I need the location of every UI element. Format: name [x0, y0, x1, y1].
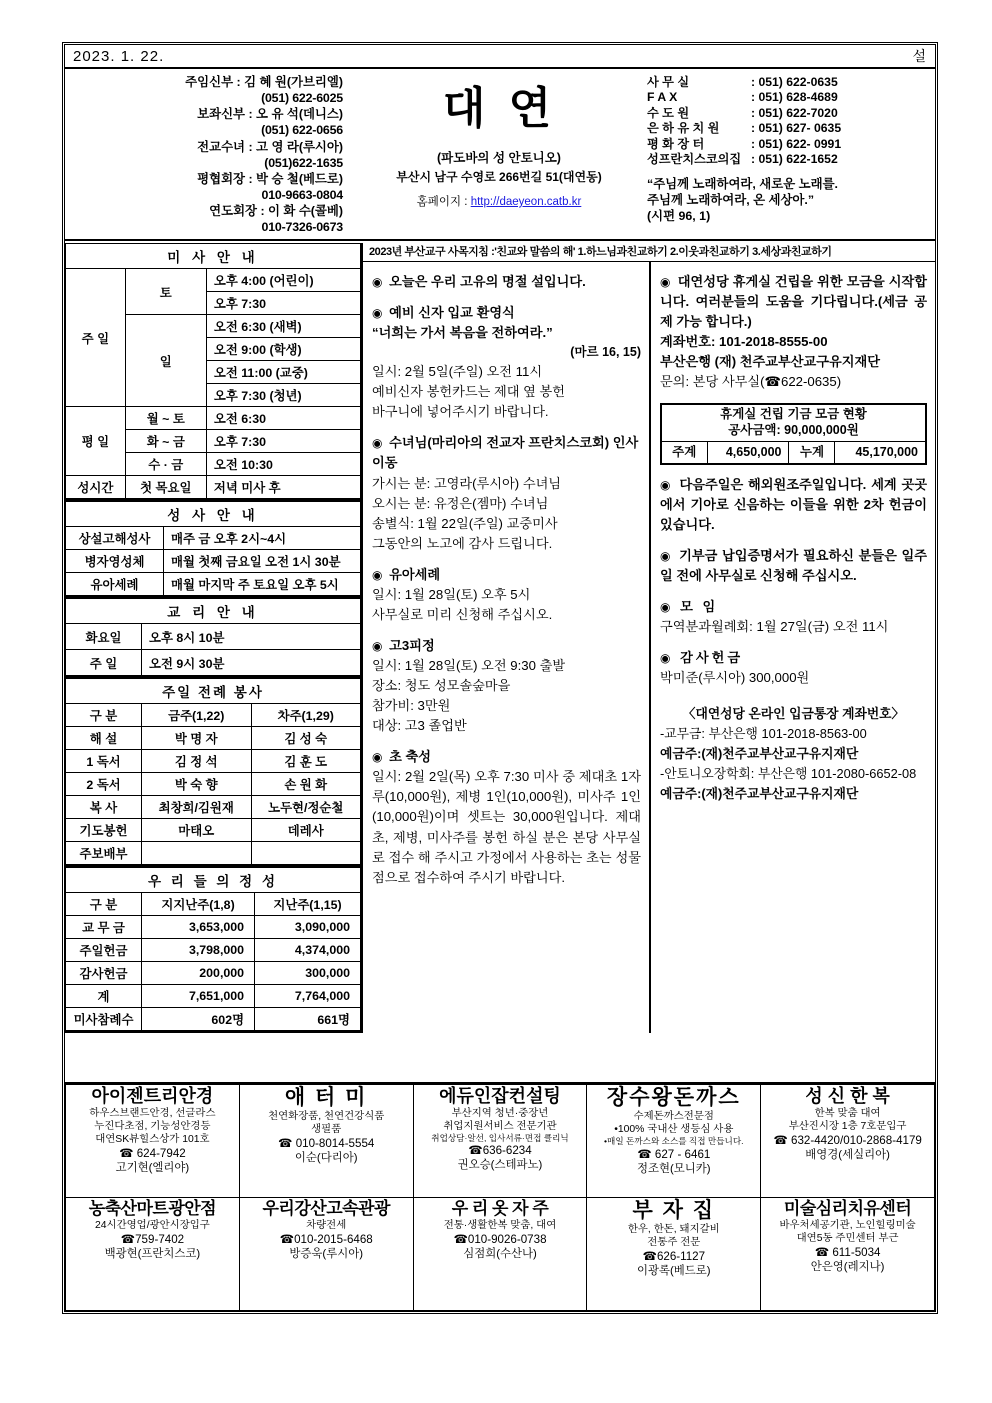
announcement-column-right [651, 262, 935, 1033]
mass-group: 주 일 [66, 269, 126, 407]
staff-name: 이 화 수(콜베) [268, 204, 343, 218]
bullet-icon: ◉ [660, 548, 672, 563]
parish-logo [355, 73, 643, 145]
parish-address: 부산시 남구 수영로 266번길 51(대연동) [396, 170, 602, 184]
ad-business-name: 아이젠트리안경 [91, 1086, 214, 1106]
fundraising-bank: 부산은행 (재) 천주교부산교구유지재단 [660, 354, 880, 370]
ad-cell[interactable] [413, 1198, 587, 1311]
ad-cell[interactable] [66, 1085, 240, 1198]
liturgy-role: 해 설 [66, 727, 142, 750]
ad-phone: ☎636-6234 [468, 1144, 532, 1158]
sacrament-value: 매월 첫째 금요일 오전 1시 30분 [164, 550, 361, 573]
offering-prev2: 3,653,000 [142, 916, 255, 939]
contact-label: 수 도 원 [647, 105, 690, 120]
announcement-title: ◉ 고3피정 [372, 637, 435, 653]
bullet-icon: ◉ [372, 275, 383, 289]
contact-list [643, 69, 935, 239]
staff-phone: (051) 622-6025 [261, 91, 343, 106]
bullet-icon: ◉ [660, 275, 671, 289]
contact-row [647, 106, 929, 121]
ad-contact-person: 심점희(수산나) [463, 1247, 537, 1260]
liturgy-next-week [251, 842, 361, 865]
ad-description: 부산진시장 1층 7호문입구 [788, 1120, 907, 1132]
staff-role: 보좌신부 : [197, 107, 257, 122]
contact-number: : 051) 622-0635 [751, 75, 838, 89]
offering-prev1: 661명 [255, 1008, 361, 1031]
staff-name: 김 혜 원(가브리엘) [244, 75, 343, 89]
mass-time: 저녁 미사 후 [206, 476, 360, 499]
mass-group: 성시간 [66, 476, 126, 499]
ad-phone: ☎ 632-4420/010-2868-4179 [773, 1133, 922, 1147]
online-account-holder: 예금주:(재)천주교부산교구유지재단 [660, 745, 859, 761]
announcement-title: ◉ 오늘은 우리 고유의 명절 설입니다. [372, 274, 586, 289]
announcement-title: ◉ 감사헌금 [660, 650, 744, 666]
staff-name: 오 유 석(데니스) [256, 107, 343, 122]
table-row [66, 269, 361, 292]
liturgy-role: 기도봉헌 [66, 819, 142, 842]
ad-business-name: 장수왕돈까스 [606, 1086, 741, 1109]
table-row [66, 650, 361, 676]
bullet-icon: ◉ [660, 599, 671, 614]
ad-business-name: 농축산마트광안점 [88, 1199, 217, 1218]
fundraising-paragraph: ◉ 대연성당 휴게실 건립을 위한 모금을 시작합니다. 여러분들의 도움을 기다립니다.(세금 공제 가능 합니다.) [660, 274, 927, 330]
announcement-title: ◉ 유아세례 [372, 566, 441, 582]
ad-cell[interactable] [66, 1198, 240, 1311]
ad-description-small: 취업상담·알선, 입사서류·면접 클리닉 [431, 1132, 569, 1143]
mass-time: 오전 6:30 (새벽) [206, 315, 360, 338]
staff-role: 평협회장 : [197, 171, 257, 186]
offering-header-cell: 구 분 [66, 893, 142, 916]
ad-contact-person: 안은영(레지나) [810, 1260, 885, 1273]
online-account-title: 〈대연성당 온라인 입금통장 계좌번호〉 [682, 706, 905, 722]
total-label: 누계 [789, 441, 835, 464]
table-row [66, 527, 361, 550]
offering-prev2: 602명 [142, 1008, 255, 1031]
liturgy-next-week: 데레사 [251, 819, 361, 842]
announcement-line: 사무실로 미리 신청해 주십시오. [372, 606, 553, 622]
contact-row [647, 90, 929, 105]
liturgy-next-week: 김 훈 도 [251, 750, 361, 773]
ad-description: 전통·생활한복 맞춤, 대여 [443, 1219, 557, 1231]
mass-day: 토 [125, 269, 206, 315]
verse-line: (시편 96, 1) [647, 209, 711, 224]
ad-description-small: •매일 돈까스와 소스를 직접 만듭니다. [604, 1136, 744, 1147]
contact-label: 평 화 장 터 [647, 136, 705, 151]
ad-phone: ☎ 611-5034 [814, 1245, 881, 1259]
table-row [66, 476, 361, 499]
ad-business-name: 미술심리치유센터 [783, 1199, 912, 1218]
announcement-line: 일시: 1월 28일(토) 오후 5시 [372, 586, 531, 602]
catechism-label: 주 일 [66, 650, 142, 676]
offering-section [65, 867, 361, 1033]
online-account-number: -안토니오장학회: 부산은행 101-2080-6652-08 [660, 765, 917, 781]
table-row [66, 773, 361, 796]
announcement-item [372, 565, 641, 625]
homepage-label: 홈페이지 : [416, 196, 468, 208]
mass-schedule-section [65, 243, 361, 501]
catechism-table-title: 교 리 안 내 [66, 599, 361, 624]
ad-contact-person: 권오승(스테파노) [457, 1159, 543, 1172]
ad-description: 전통주 전문 [647, 1237, 701, 1249]
liturgy-header-cell: 금주(1,22) [142, 704, 252, 727]
announcement-item [660, 648, 927, 688]
season-label: 설 [912, 48, 927, 64]
offering-header-cell: 지난주(1,15) [255, 893, 361, 916]
ad-cell[interactable] [239, 1198, 413, 1311]
liturgy-this-week: 김 정 석 [142, 750, 252, 773]
table-row [66, 550, 361, 573]
verse-line: 주님께 노래하여라, 온 세상아.” [647, 193, 815, 208]
liturgy-header-cell: 구 분 [66, 704, 142, 727]
ad-phone: ☎759-7402 [120, 1232, 185, 1246]
liturgy-role: 복 사 [66, 796, 142, 819]
announcement-quote: “너희는 가서 복음을 전하여라.” [372, 325, 553, 341]
ad-description: 대연SK뷰힐스상가 101호 [95, 1133, 210, 1145]
staff-row [69, 74, 343, 90]
mass-time: 오전 9:00 (학생) [206, 338, 360, 361]
parish-logo-text: 대 연 [442, 83, 556, 134]
ad-description: 천연화장품, 천연건강식품 [268, 1111, 385, 1123]
sacrament-value: 매월 마지막 주 토요일 오후 5시 [164, 573, 361, 596]
ad-description: 하우스브랜드안경, 선글라스 [89, 1107, 216, 1119]
announcement-line: 대상: 고3 졸업반 [372, 718, 467, 734]
staff-phone: (051)622-1635 [264, 155, 343, 170]
staff-phone: 010-9663-0804 [261, 187, 343, 202]
contact-label: 은 하 유 치 원 [647, 121, 720, 136]
offering-table-title: 우 리 들 의 정 성 [66, 868, 361, 893]
contact-number: : 051) 622-1652 [751, 152, 838, 167]
offering-prev2: 7,651,000 [142, 985, 255, 1008]
liturgy-this-week: 박 숙 향 [142, 773, 252, 796]
sacrament-value: 매주 금 오후 2시~4시 [164, 527, 361, 550]
ad-row [66, 1085, 935, 1198]
sacrament-label: 병자영성체 [66, 550, 164, 573]
week-label: 주계 [661, 441, 707, 464]
masthead [65, 69, 935, 241]
bullet-icon: ◉ [660, 651, 671, 666]
staff-role: 주임신부 : [185, 75, 245, 89]
ad-description: 바우처세공기관, 노인힐링미술 [779, 1219, 916, 1231]
staff-row [69, 203, 343, 219]
ad-cell[interactable] [413, 1085, 587, 1198]
ad-description: •100% 국내산 생등심 사용 [614, 1124, 734, 1136]
staff-phone: (051) 622-0656 [261, 123, 343, 138]
table-row [66, 624, 361, 650]
staff-list [65, 69, 355, 239]
announcement-column-middle [363, 262, 651, 1033]
announcement-title: ◉ 모 임 [660, 598, 719, 614]
table-row [66, 939, 361, 962]
ad-phone: ☎ 624-7942 [119, 1146, 186, 1160]
contact-number: : 051) 622- 0991 [751, 136, 842, 151]
liturgy-next-week: 손 원 화 [251, 773, 361, 796]
catechism-table [65, 598, 361, 676]
offering-prev1: 7,764,000 [255, 985, 361, 1008]
staff-row [69, 139, 343, 155]
table-row [66, 407, 361, 430]
ad-cell[interactable] [761, 1085, 935, 1198]
table-row [66, 962, 361, 985]
homepage-row [355, 193, 643, 209]
offering-prev1: 4,374,000 [255, 939, 361, 962]
table-row [66, 1008, 361, 1031]
offering-label: 교 무 금 [66, 916, 142, 939]
staff-phone: 010-7326-0673 [261, 220, 343, 235]
contact-number: : 051) 622-7020 [751, 105, 838, 120]
announcement-item [660, 475, 927, 535]
contact-row [647, 152, 929, 167]
ad-cell[interactable] [239, 1085, 413, 1198]
sacrament-section [65, 501, 361, 598]
announcement-line: 송별식: 1월 22일(주일) 교중미사 [372, 515, 558, 531]
announcement-line: 바구니에 넣어주시기 바랍니다. [372, 404, 549, 420]
announcement-line: 일시: 1월 28일(토) 오전 9:30 출발 [372, 658, 566, 673]
announcement-line: 박미준(루시아) 300,000원 [660, 670, 810, 686]
offering-prev1: 3,090,000 [255, 916, 361, 939]
parish-identity [355, 69, 643, 239]
catechism-label: 화요일 [66, 624, 142, 650]
liturgy-service-table [65, 678, 361, 865]
verse-line: “주님께 노래하여라, 새로운 노래를. [647, 176, 838, 191]
ad-phone: ☎626-1127 [642, 1250, 706, 1264]
ad-row [66, 1198, 935, 1311]
bulletin-date: 2023. 1. 22. [73, 47, 165, 65]
liturgy-role: 주보배부 [66, 842, 142, 865]
staff-role: 전교수녀 : [197, 139, 257, 154]
ad-cell[interactable] [587, 1198, 761, 1311]
liturgy-role: 1 독서 [66, 750, 142, 773]
mass-day: 화 ~ 금 [125, 430, 206, 453]
liturgy-next-week: 노두현/정순철 [251, 796, 361, 819]
announcement-line: 장소: 청도 성모솔숲마을 [372, 678, 511, 694]
table-row [66, 985, 361, 1008]
scripture-verse [647, 176, 929, 224]
table-row [66, 842, 361, 865]
week-amount: 4,650,000 [707, 441, 789, 464]
ad-contact-person: 이광록(베드로) [636, 1265, 711, 1278]
contact-row [647, 75, 929, 90]
ad-contact-person: 방증욱(루시아) [289, 1247, 363, 1260]
offering-header-cell: 지지난주(1,8) [142, 893, 255, 916]
announcement-line: 예비신자 봉헌카드는 제대 옆 봉헌 [372, 384, 566, 400]
online-account-block [660, 704, 927, 803]
fundraising-announcement [660, 272, 927, 392]
bullet-icon: ◉ [372, 567, 383, 582]
schedule-column [65, 243, 363, 1033]
ad-description: 한복 맞춤 대여 [814, 1107, 881, 1119]
contact-label: 성프란치스코의집 [647, 152, 742, 167]
table-header-row [66, 893, 361, 916]
sacrament-label: 유아세례 [66, 573, 164, 596]
ad-description: 누진다초점, 기능성안경등 [94, 1120, 211, 1132]
announcements-right [651, 262, 935, 807]
mass-group: 평 일 [66, 407, 126, 476]
announcement-paragraph: 일시: 2월 2일(목) 오후 7:30 미사 중 제대초 1자루(10,000원), 제병 1인(10,000원), 미사주 1인(10,000원)이며 셋트는 30,000원입니다. 제대초, 제병, 미사주를 봉헌 하실 분은 본당 사무실로 접수 해 주시고 가정에서 사용하는 초는 성물점으로 접수하여 주시기 바랍니다. [372, 769, 641, 885]
bullet-icon: ◉ [372, 638, 383, 653]
announcement-title: ◉ 초 축성 [372, 749, 432, 765]
table-row [66, 750, 361, 773]
offering-label: 감사헌금 [66, 962, 142, 985]
mass-time: 오후 7:30 (청년) [206, 384, 360, 407]
ad-contact-person: 이순(다리아) [294, 1152, 358, 1165]
ad-description: 차량전세 [306, 1219, 347, 1231]
announcement-item [660, 597, 927, 637]
homepage-link[interactable]: http://daeyeon.catb.kr [470, 196, 582, 208]
online-account-holder: 예금주:(재)천주교부산교구유지재단 [660, 785, 859, 801]
bullet-icon: ◉ [372, 750, 383, 765]
staff-name: 박 승 철(베드로) [256, 171, 343, 186]
sacrament-table-title: 성 사 안 내 [66, 502, 361, 527]
liturgy-this-week: 최창희/김원재 [142, 796, 252, 819]
ad-business-name: 애 터 미 [284, 1086, 368, 1109]
announcement-item [372, 747, 641, 887]
catechism-value: 오후 8시 10분 [142, 624, 361, 650]
ad-description: 대연5동 주민센터 부근 [796, 1232, 899, 1244]
ad-contact-person: 백광현(프란치스코) [104, 1247, 201, 1260]
offering-table [65, 867, 361, 1031]
staff-role: 연도회장 : [209, 204, 269, 218]
announcement-item [372, 272, 641, 292]
offering-label: 미사참례수 [66, 1008, 142, 1031]
offering-prev2: 200,000 [142, 962, 255, 985]
contact-number: : 051) 627- 0635 [751, 121, 842, 136]
liturgy-this-week: 마태오 [142, 819, 252, 842]
announcement-citation: (마르 16, 15) [570, 345, 641, 360]
ad-cell[interactable] [761, 1198, 935, 1311]
bullet-icon: ◉ [372, 306, 383, 321]
mass-time: 오전 10:30 [206, 453, 360, 476]
contact-row [647, 137, 929, 152]
table-row [66, 727, 361, 750]
liturgy-service-section [65, 678, 361, 867]
ad-phone: ☎ 010-8014-5554 [278, 1137, 375, 1151]
ad-business-name: 성 신 한 복 [805, 1086, 890, 1106]
offering-label: 계 [66, 985, 142, 1008]
catechism-value: 오전 9시 30분 [142, 650, 361, 676]
bulletin-page [62, 42, 938, 1314]
liturgy-next-week: 김 성 숙 [251, 727, 361, 750]
staff-row [69, 171, 343, 187]
ad-contact-person: 배영경(세실리아) [805, 1148, 890, 1161]
table-row [66, 796, 361, 819]
catechism-section [65, 598, 361, 678]
ad-business-name: 우리강산고속관광 [262, 1199, 390, 1218]
announcement-line: 일시: 2월 5일(주일) 오전 11시 [372, 364, 543, 380]
announcement-title: ◉ 예비 신자 입교 환영식 [372, 305, 515, 321]
liturgy-this-week: 박 명 자 [142, 727, 252, 750]
table-row [66, 573, 361, 596]
online-account-number: -교무금: 부산은행 101-2018-8563-00 [660, 726, 867, 742]
table-header-row [66, 704, 361, 727]
ad-cell[interactable] [587, 1085, 761, 1198]
date-bar [65, 45, 935, 69]
ad-business-name: 에듀인잡컨설팅 [439, 1086, 561, 1106]
announcement-line: 참가비: 3만원 [372, 698, 451, 714]
announcements-middle [363, 262, 649, 903]
offering-prev2: 3,798,000 [142, 939, 255, 962]
mass-day: 첫 목요일 [125, 476, 206, 499]
fundraising-inquiry: 문의: 본당 사무실(☎622-0635) [660, 374, 842, 390]
diocese-motto: 2023년 부산교구 사목지침 :'친교와 말씀의 해' 1.하느님과친교하기 2.이웃과친교하기 3.세상과친교하기 [363, 241, 935, 262]
announcement-item [372, 303, 641, 422]
ad-description: 한우, 한돈, 돼지갈비 [627, 1224, 720, 1236]
mass-schedule-table [65, 243, 361, 499]
announcement-paragraph: ◉ 기부금 납입증명서가 필요하신 분들은 일주일 전에 사무실로 신청해 주십시오. [660, 547, 927, 583]
bullet-icon: ◉ [660, 477, 672, 492]
ad-description: 취업지원서비스 전문기관 [443, 1120, 557, 1132]
sacrament-label: 상설고해성사 [66, 527, 164, 550]
announcement-title: ◉ 수녀님(마리아의 전교자 프란치스코회) 인사 이동 [372, 435, 639, 471]
announcement-item [660, 546, 927, 586]
announcement-line: 그동안의 노고에 감사 드립니다. [372, 535, 553, 551]
contact-row [647, 121, 929, 136]
mass-table-title: 미 사 안 내 [66, 244, 361, 269]
table-row [66, 819, 361, 842]
mass-time: 오후 7:30 [206, 430, 360, 453]
contact-label: 사 무 실 [647, 75, 690, 89]
fundraising-status-table [660, 403, 927, 464]
announcement-line: 구역분과월례회: 1월 27일(금) 오전 11시 [660, 619, 889, 634]
advertisements [65, 1082, 935, 1311]
offering-label: 주일헌금 [66, 939, 142, 962]
liturgy-header-cell: 차주(1,29) [251, 704, 361, 727]
patron-saint: (파도바의 성 안토니오) [437, 151, 561, 165]
liturgy-this-week [142, 842, 252, 865]
ad-business-name: 부 자 집 [632, 1199, 716, 1222]
ad-contact-person: 정조현(모니카) [636, 1162, 711, 1175]
ad-contact-person: 고기현(엘리야) [115, 1161, 190, 1174]
staff-row [69, 106, 343, 122]
mass-time: 오후 4:00 (어린이) [206, 269, 360, 292]
offering-prev1: 300,000 [255, 962, 361, 985]
announcement-paragraph: ◉ 다음주일은 해외원조주일입니다. 세계 곳곳에서 기아로 신음하는 이들을 위한 2차 헌금이 있습니다. [660, 476, 927, 532]
bullet-icon: ◉ [372, 436, 383, 451]
ad-description: 수제돈까스전문점 [633, 1111, 714, 1123]
announcement-item [372, 433, 641, 553]
advertisement-table [65, 1084, 935, 1311]
sacrament-table [65, 501, 361, 596]
announcement-line: 가시는 분: 고영라(루시아) 수녀님 [372, 475, 562, 491]
fundraising-table-title: 휴게실 건립 기금 모금 현황 공사금액: 90,000,000원 [661, 404, 926, 441]
contact-number: : 051) 628-4689 [751, 90, 838, 105]
fundraising-account: 계좌번호: 101-2018-8555-00 [660, 334, 828, 350]
ad-description: 24시간영업/광안시장입구 [94, 1219, 210, 1231]
table-row [661, 441, 926, 464]
ad-description: 부산지역 청년·중장년 [451, 1107, 549, 1119]
ad-phone: ☎ 627 - 6461 [637, 1147, 711, 1161]
mass-day: 일 [125, 315, 206, 407]
table-row [66, 916, 361, 939]
staff-name: 고 영 라(루시아) [256, 139, 343, 154]
mass-time: 오후 7:30 [206, 292, 360, 315]
ad-phone: ☎010-2015-6468 [279, 1232, 373, 1246]
liturgy-role: 2 독서 [66, 773, 142, 796]
contact-label: F A X [647, 90, 678, 105]
liturgy-table-title: 주일 전례 봉사 [66, 679, 361, 704]
ad-business-name: 우 리 옷 자 주 [451, 1199, 549, 1218]
total-amount: 45,170,000 [835, 441, 926, 464]
mass-time: 오전 6:30 [206, 407, 360, 430]
announcement-line: 오시는 분: 유정은(젬마) 수녀님 [372, 495, 549, 511]
mass-day: 수 · 금 [125, 453, 206, 476]
mass-day: 월 ~ 토 [125, 407, 206, 430]
ad-phone: ☎010-9026-0738 [453, 1232, 547, 1246]
ad-description: 생필품 [311, 1124, 342, 1136]
mass-time: 오전 11:00 (교중) [206, 361, 360, 384]
announcement-item [372, 636, 641, 736]
